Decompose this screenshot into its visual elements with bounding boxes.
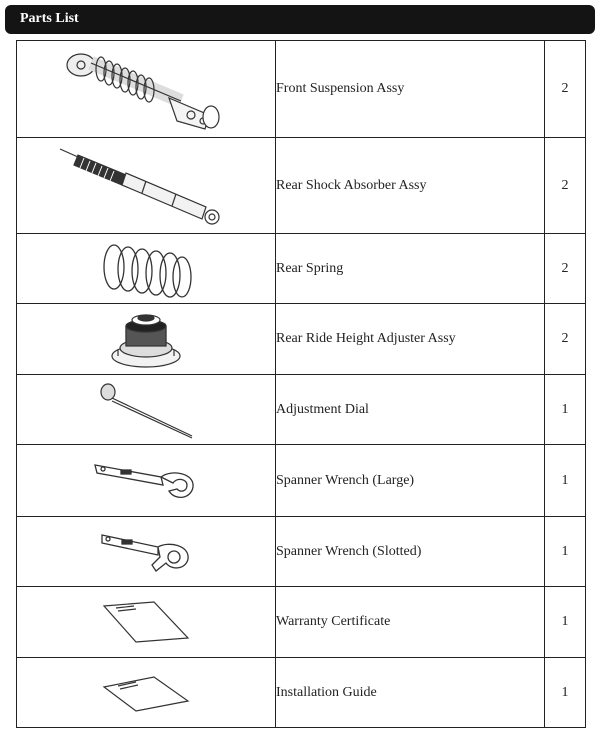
ride-height-adjuster-icon <box>17 308 275 370</box>
part-image-cell <box>17 517 276 587</box>
parts-table <box>16 40 586 728</box>
part-name: Spanner Wrench (Large) <box>276 445 545 517</box>
part-quantity: 2 <box>545 304 586 375</box>
parts-list-header <box>5 5 595 34</box>
part-quantity: 1 <box>545 587 586 658</box>
part-quantity: 2 <box>545 41 586 138</box>
table-row <box>17 375 586 445</box>
part-name: Rear Spring <box>276 234 545 304</box>
warranty-card-icon <box>17 600 275 644</box>
part-quantity: 1 <box>545 445 586 517</box>
spanner-slotted-icon <box>17 529 275 575</box>
part-name: Rear Ride Height Adjuster Assy <box>276 304 545 375</box>
part-quantity: 1 <box>545 375 586 445</box>
part-image-cell <box>17 445 276 517</box>
table-row <box>17 587 586 658</box>
part-name: Rear Shock Absorber Assy <box>276 138 545 234</box>
part-quantity: 2 <box>545 234 586 304</box>
part-image-cell <box>17 658 276 728</box>
part-image-cell <box>17 304 276 375</box>
table-row <box>17 517 586 587</box>
part-quantity: 1 <box>545 658 586 728</box>
table-row <box>17 234 586 304</box>
guide-sheet-icon <box>17 673 275 713</box>
table-row <box>17 445 586 517</box>
table-row <box>17 138 586 234</box>
part-name: Front Suspension Assy <box>276 41 545 138</box>
part-name: Warranty Certificate <box>276 587 545 658</box>
part-image-cell <box>17 138 276 234</box>
part-name: Installation Guide <box>276 658 545 728</box>
rear-shock-icon <box>17 141 275 231</box>
table-row <box>17 658 586 728</box>
part-image-cell <box>17 41 276 138</box>
part-name: Spanner Wrench (Slotted) <box>276 517 545 587</box>
table-row <box>17 41 586 138</box>
table-row <box>17 304 586 375</box>
adjustment-dial-icon <box>17 380 275 440</box>
part-image-cell <box>17 375 276 445</box>
part-name: Adjustment Dial <box>276 375 545 445</box>
part-quantity: 1 <box>545 517 586 587</box>
spanner-large-icon <box>17 459 275 503</box>
coil-spring-icon <box>17 237 275 301</box>
page-title: Parts List <box>20 11 79 26</box>
part-image-cell <box>17 234 276 304</box>
part-image-cell <box>17 587 276 658</box>
front-suspension-icon <box>17 43 275 135</box>
part-quantity: 2 <box>545 138 586 234</box>
